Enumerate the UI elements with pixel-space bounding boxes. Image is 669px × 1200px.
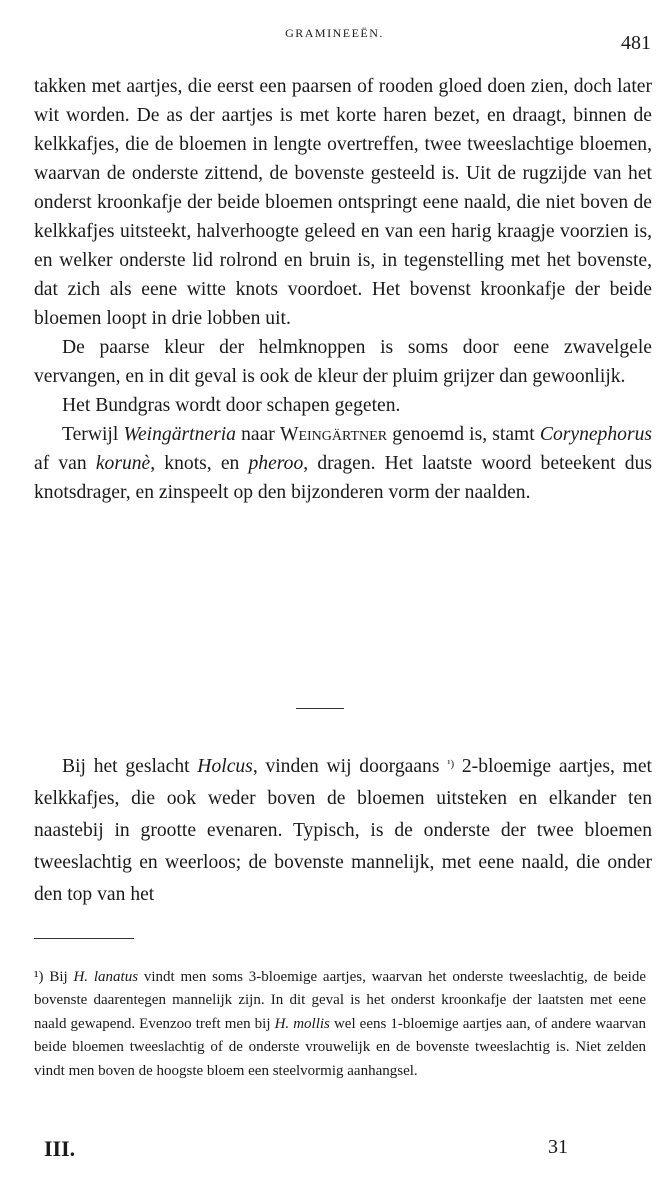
footnote-text-1: Bij [43,969,74,985]
p4-text-5: , knots, en [150,453,249,474]
running-head: GRAMINEEËN. [285,26,384,40]
page-number: 481 [621,32,651,54]
sheet-number: 31 [548,1136,568,1158]
greek-korune: korunè [95,453,151,474]
p5-text-1: Bij het geslacht [62,756,198,777]
greek-pheroo: pheroo [248,453,304,474]
signature-mark: III. [44,1136,76,1161]
paragraph-4 [34,420,652,507]
p4-text-6: , dragen. Het laatste woord beteekent dus knotsdrager, en zinspeelt op den bijzonderen vorm der naalden. [34,453,652,503]
genus-weingartneria: Weingärtneria [123,424,236,445]
person-weingartner: Weingärtner [279,424,388,445]
footnote-text-2: vindt men soms 3-bloemige aartjes, waarvan het onderste tweeslachtig, de beide bovenste daarentegen mannelijk zijn. In dit geval is het onderst kroonkafje der laatsten met eene naald gewapend. Evenzoo treft men bij [34,969,646,1032]
p5-text-3: 2-bloemige aartjes, met kelkkafjes, die ook weder boven de bloemen uitsteken en elkander ten naastebij in grootte evenaren. Typisch, is de onderste der twee bloemen tweeslachtig en weerloos; de bovenste mannelijk, met eene naald, die onder den top van het [34,756,652,905]
paragraph-2: De paarse kleur der helmknoppen is soms door eene zwavelgele vervangen, en in dit geval is ook de kleur der pluim grijzer dan gewoonlijk. [34,337,652,387]
species-lanatus: H. lanatus [73,969,139,985]
section-divider [296,708,344,709]
genus-corynephorus: Corynephorus [539,424,652,445]
paragraph-5 [34,748,652,911]
footnote-text-3: wel eens 1-bloemige aartjes aan, of andere waarvan beide bloemen tweeslachtig of de onderste vrouwelijk en de bovenste tweeslachtig is. Niet zelden vindt men boven de hoogste bloem een steelvormig aanhangsel. [34,1015,647,1079]
paragraph-1: takken met aartjes, die eerst een paarsen of rooden gloed doen zien, doch later wit worden. De as der aartjes is met korte haren bezet, en draagt, binnen de kelkkafjes, die de bloemen in lengte overtreffen, twee tweeslachtige bloemen, waarvan de onderste zittend, de bovenste gesteeld is. Uit de rugzijde van het onderst kroonkafje der beide bloemen ontspringt eene naald, die niet boven de kelkkafjes uitsteekt, halverhoogte geleed en van een harig kraagje voorzien is, en welker onderste lid rolrond en bruin is, in tegenstelling met het bovenste, dat zich als eene witte knots voordoet. Het bovenst kroonkafje der beide bloemen loopt in drie lobben uit. [34,76,652,329]
footnote-divider [34,938,134,939]
p4-text-3: genoemd is, stamt [387,424,540,445]
footnote-marker: ¹) [34,969,44,985]
main-text-upper [34,72,652,507]
p4-text-4: af van [34,453,96,474]
genus-holcus: Holcus [197,756,253,777]
species-mollis: H. mollis [274,1015,330,1032]
p4-text-1: Terwijl [62,424,124,445]
footnote [34,966,646,1083]
paragraph-3: Het Bundgras wordt door schapen gegeten. [62,395,401,416]
footnote-reference: ¹) [447,758,455,770]
p4-text-2: naar [235,424,280,445]
main-text-lower [34,748,652,911]
p5-text-2: , vinden wij doorgaans [252,756,448,777]
